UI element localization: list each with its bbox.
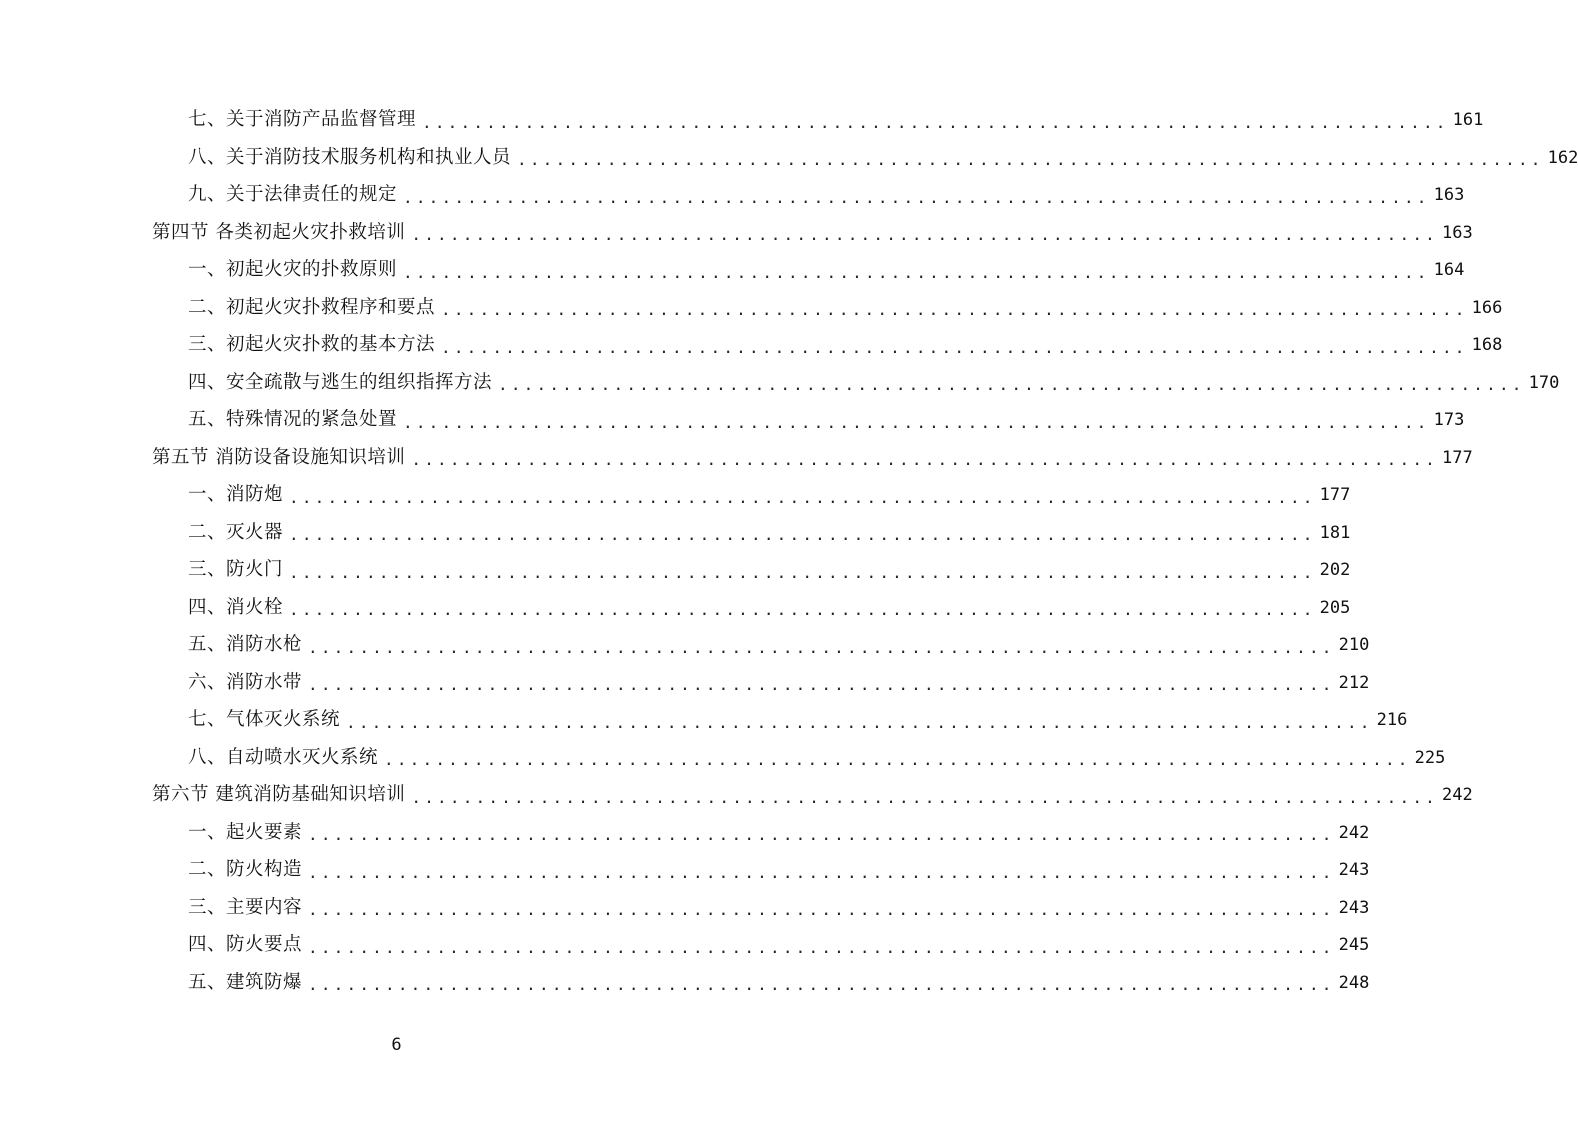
toc-entry-label: 一、起火要素	[188, 821, 303, 843]
toc-item-row[interactable]	[188, 665, 1370, 702]
toc-dot-leader: ................................................................................	[308, 862, 1335, 882]
toc-dot-leader: ................................................................................	[411, 787, 1439, 807]
toc-dot-leader: ................................................................................	[441, 300, 1468, 319]
toc-item-row[interactable]	[188, 365, 1560, 402]
toc-entry-label: 五、建筑防爆	[188, 971, 303, 993]
toc-dot-leader: ................................................................................	[411, 225, 1439, 244]
toc-page-number: 248	[1338, 972, 1370, 993]
toc-dot-leader: ................................................................................	[517, 150, 1544, 169]
toc-section-row[interactable]	[152, 440, 1473, 477]
toc-page-number: 164	[1433, 260, 1465, 280]
toc-page-number: 161	[1452, 110, 1484, 130]
toc-dot-leader: ................................................................................	[308, 675, 1335, 694]
toc-entry-label: 一、初起火灾的扑救原则	[188, 259, 398, 281]
toc-entry-label: 四、安全疏散与逃生的组织指挥方法	[188, 371, 493, 393]
toc-dot-leader: ................................................................................	[422, 112, 1449, 132]
toc-item-row[interactable]	[188, 140, 1578, 177]
toc-dot-leader: ................................................................................	[403, 187, 1430, 207]
toc-page-number: 181	[1319, 522, 1351, 543]
toc-page-number: 245	[1338, 935, 1370, 955]
toc-entry-label: 二、灭火器	[188, 521, 284, 543]
toc-dot-leader: ................................................................................	[346, 712, 1373, 732]
toc-entry-label: 第六节 建筑消防基础知识培训	[152, 784, 406, 806]
toc-page-number: 243	[1338, 897, 1370, 918]
toc-page-number: 173	[1433, 410, 1465, 430]
toc-page-number: 163	[1433, 185, 1465, 205]
toc-dot-leader: ................................................................................	[308, 637, 1335, 657]
toc-page-number: 166	[1471, 297, 1503, 318]
toc-item-row[interactable]	[188, 965, 1370, 1002]
toc-dot-leader: ................................................................................	[498, 375, 1525, 394]
toc-page-number: 216	[1376, 710, 1408, 730]
toc-entry-label: 四、防火要点	[188, 934, 303, 956]
toc-dot-leader: ................................................................................	[403, 412, 1430, 432]
toc-dot-leader: ................................................................................	[308, 937, 1335, 957]
toc-page-number: 210	[1338, 635, 1370, 655]
toc-dot-leader: ................................................................................	[289, 525, 1316, 544]
toc-item-row[interactable]	[188, 740, 1446, 777]
toc-page-number: 177	[1319, 485, 1351, 505]
toc-dot-leader: ................................................................................	[289, 487, 1316, 507]
toc-page-number: 225	[1414, 747, 1446, 768]
toc-entry-label: 五、消防水枪	[188, 634, 303, 656]
toc-entry-label: 二、初起火灾扑救程序和要点	[188, 296, 436, 318]
toc-page-number: 243	[1338, 860, 1370, 880]
toc-page-number: 163	[1442, 222, 1473, 243]
toc-entry-label: 三、主要内容	[188, 896, 303, 918]
toc-item-row[interactable]	[188, 290, 1503, 327]
toc-dot-leader: ................................................................................	[289, 600, 1316, 619]
toc-item-row[interactable]	[188, 627, 1370, 664]
toc-entry-label: 八、自动喷水灭火系统	[188, 746, 379, 768]
toc-item-row[interactable]	[188, 815, 1370, 852]
toc-section-row[interactable]	[152, 777, 1473, 814]
toc-dot-leader: ................................................................................	[308, 825, 1335, 844]
footer-page-number: 6	[391, 1035, 402, 1055]
toc-item-row[interactable]	[188, 852, 1370, 889]
toc-item-row[interactable]	[188, 252, 1465, 289]
toc-page-number: 205	[1319, 597, 1351, 618]
toc-dot-leader: ................................................................................	[441, 337, 1468, 357]
toc-item-row[interactable]	[188, 890, 1370, 927]
toc-dot-leader: ................................................................................	[403, 262, 1430, 282]
toc-page-number: 177	[1442, 447, 1473, 468]
toc-section-row[interactable]	[152, 215, 1473, 252]
toc-item-row[interactable]	[188, 590, 1351, 627]
toc-entry-label: 第五节 消防设备设施知识培训	[152, 446, 406, 468]
toc-entry-label: 四、消火栓	[188, 596, 284, 618]
toc-dot-leader: ................................................................................	[411, 450, 1439, 469]
toc-item-row[interactable]	[188, 477, 1351, 514]
toc-entry-label: 七、气体灭火系统	[188, 709, 341, 731]
toc-page-number: 168	[1471, 335, 1503, 355]
toc-entry-label: 二、防火构造	[188, 859, 303, 881]
toc-item-row[interactable]	[188, 552, 1351, 589]
toc-item-row[interactable]	[188, 927, 1370, 964]
toc-entry-label: 九、关于法律责任的规定	[188, 184, 398, 206]
toc-page-number: 202	[1319, 560, 1351, 580]
toc-page-number: 242	[1338, 822, 1370, 843]
toc-entry-label: 五、特殊情况的紧急处置	[188, 409, 398, 431]
toc-dot-leader: ................................................................................	[308, 975, 1335, 994]
toc-page-number: 212	[1338, 672, 1370, 693]
toc-page-number: 162	[1547, 147, 1578, 168]
toc-entry-label: 第四节 各类初起火灾扑救培训	[152, 221, 406, 243]
toc-page-number: 170	[1528, 372, 1560, 393]
toc-dot-leader: ................................................................................	[289, 562, 1316, 582]
toc-entry-label: 三、初起火灾扑救的基本方法	[188, 334, 436, 356]
toc-entry-label: 六、消防水带	[188, 671, 303, 693]
toc-item-row[interactable]	[188, 515, 1351, 552]
toc-item-row[interactable]	[188, 102, 1484, 139]
toc-item-row[interactable]	[188, 327, 1503, 364]
toc-entry-label: 三、防火门	[188, 559, 284, 581]
toc-entry-label: 七、关于消防产品监督管理	[188, 109, 417, 131]
toc-dot-leader: ................................................................................	[384, 750, 1411, 769]
toc-item-row[interactable]	[188, 702, 1408, 739]
toc-page-number: 242	[1442, 785, 1473, 805]
toc-dot-leader: ................................................................................	[308, 900, 1335, 919]
toc-item-row[interactable]	[188, 402, 1465, 439]
toc-entry-label: 八、关于消防技术服务机构和执业人员	[188, 146, 512, 168]
toc-entry-label: 一、消防炮	[188, 484, 284, 506]
toc-item-row[interactable]	[188, 177, 1465, 214]
